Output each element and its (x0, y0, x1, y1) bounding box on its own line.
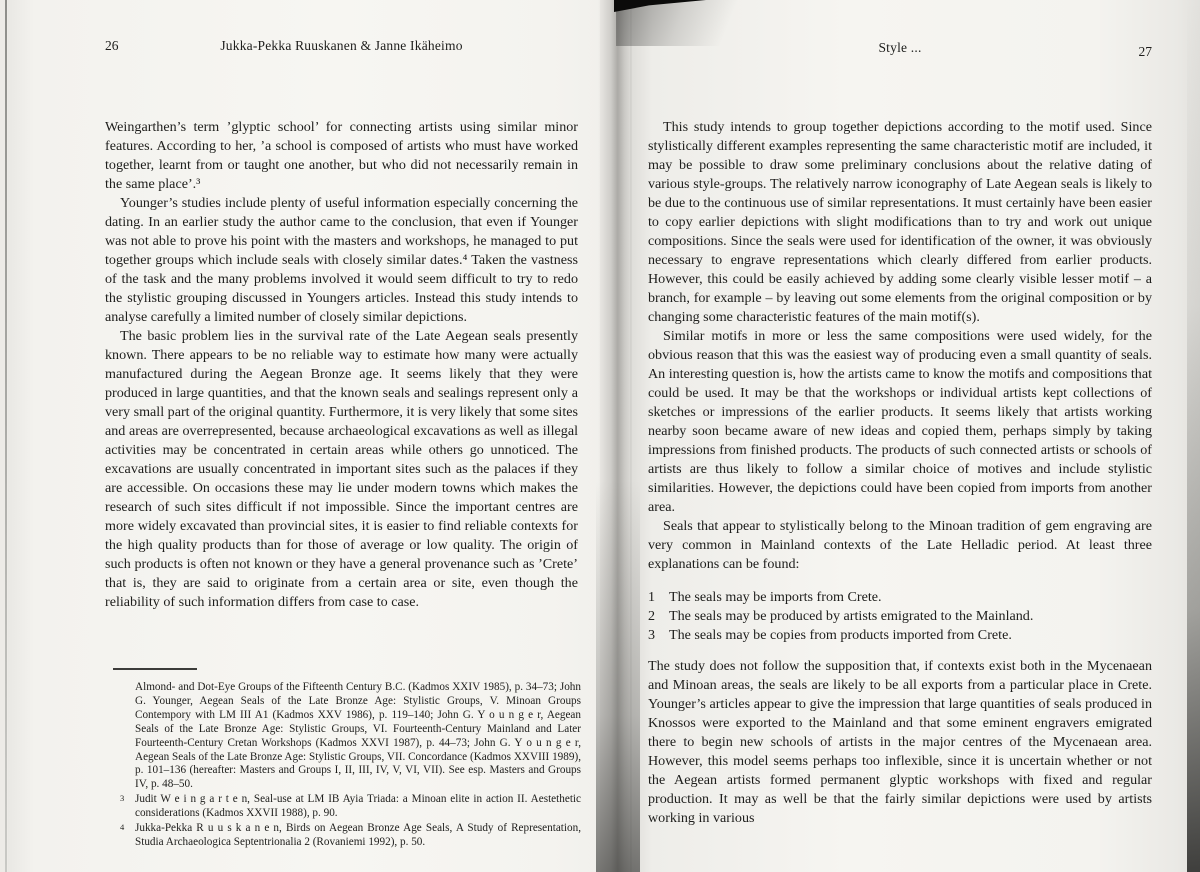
body-paragraph: This study intends to group together depictions according to the motif used. Since stylistically different examples representing the same characteristic motif are included, it may be possible to draw some preliminary conclusions about the relative dating of various style-groups. The relatively narrow iconography of Late Aegean seals is likely to be due to the continuous use of similar representations. It must certainly have been easier to copy earlier depictions with slight modifications than to try and work out unique compositions. Since the seals were used for identification of the owner, it was obviously necessary to engrave representations which clearly differed from earlier products. However, this could be easily achieved by adding some clearly visible lesser motif – a branch, for example – by leaving out some elements from the original composition or by changing some characteristic features of the main motif(s). (648, 119, 1152, 325)
scan-right-edge (1187, 0, 1200, 872)
footnote-marker: 3 (120, 793, 125, 804)
footnote-text: Jukka-Pekka R u u s k a n e n, Birds on Aegean Bronze Age Seals, A Study of Representation, Studia Archaeologica Septentrionalia 2 (Rovaniemi 1992), p. 50. (135, 822, 581, 848)
footnote (113, 822, 581, 850)
list-item-text: The seals may be produced by artists emigrated to the Mainland. (669, 608, 1034, 624)
body-paragraph: Seals that appear to stylistically belong to the Minoan tradition of gem engraving are very common in Mainland contexts of the Late Helladic period. At least three explanations can be found: (648, 518, 1152, 572)
right-page (630, 0, 1200, 872)
body-paragraph: The basic problem lies in the survival rate of the Late Aegean seals presently known. There appears to be no reliable way to estimate how many were actually manufactured during the Aegean Bronze age. It seems likely that they were produced in large quantities, and that the known seals and sealings represent only a very small part of the original quantity. Furthermore, it is very likely that some sites and areas are overrepresented, because archaeological excavations as well as illegal activities may be concentrated in certain areas while others go unnoticed. The excavations are usually concentrated in important sites such as the palaces if they are accessible. On occasions these may lie under modern towns which makes the research of such sites difficult if not impossible. Since the important centres are more widely excavated than provincial sites, it is easier to find reliable contexts for the high quality products than for those of average or low quality. The origin of such products is often not known or they have a general provenance such as ’Crete’ that is, they are said to originate from a certain area or site, even though the reliability of such information differs from case to case. (105, 328, 578, 610)
footnote-continuation: Almond- and Dot-Eye Groups of the Fifteenth Century B.C. (Kadmos XXIV 1985), p. 34–73; John G. Younger, Aegean Seals of the Late Bronze Age: Stylistic Groups, V. Minoan Groups Contempory with LM III A1 (Kadmos XXV 1986), p. 119–140; John G. Y o u n g e r, Aegean Seals of the Late Bronze Age: Stylistic Groups, VI. Fourteenth-Century Mainland and Later Fourteenth-Century Cretan Workshops (Kadmos XXVI 1987), p. 44–73; John G. Y o u n g e r, Aegean Seals of the Late Bronze Age: Stylistic Groups, VII. Concordance (Kadmos XXVIII 1989), p. 101–136 (hereafter: Masters and Groups I, II, III, IV, V, VI, VII). See esp. Masters and Groups IV, p. 48–50. (135, 681, 581, 791)
right-page-body (648, 118, 1152, 828)
page-number-right: 27 (1138, 44, 1152, 59)
running-header-left: Jukka-Pekka Ruuskanen & Janne Ikäheimo (220, 38, 463, 53)
footnote-text: Judit W e i n g a r t e n, Seal-use at LM IB Ayia Triada: a Minoan elite in action II. Aestethetic considerations (Kadmos XXVII 1988), p. 90. (135, 793, 581, 820)
list-item (648, 607, 1152, 626)
list-item (648, 588, 1152, 607)
body-paragraph: Similar motifs in more or less the same compositions were used widely, for the obvious reason that this was the easiest way of producing even a small quantity of seals. An interesting question is, how the artists came to know the motifs and compositions that could be used. It may be that the workshops or individual artists kept collections of sketches or impressions of the earlier products. It seems likely that artists working nearby soon became aware of new ideas and copied them, perhaps simply by taking impressions from finished products. The products of such connected artists or schools of artists are thus likely to follow a similar choice of motives and include stylistic similarities. However, the depictions could have been copied from imports from another area. (648, 328, 1152, 515)
list-item-text: The seals may be copies from products imported from Crete. (669, 627, 1012, 643)
body-paragraph: The study does not follow the supposition that, if contexts exist both in the Mycenaean and Minoan areas, the seals are likely to be all exports from a particular place in Crete. Younger’s articles appear to give the impression that large quantities of seals produced in Knossos were exported to the Mainland and that some eminent engravers emigrated there to begin new schools of artists in the major centres of the Mycenaean area. However, this model seems perhaps too inflexible, since it is uncertain whether or not the Aegean artists formed permanent glyptic workshops with fixed and regular production. It may as well be that the fairly similar depictions were used by artists working in various (648, 658, 1152, 826)
list-item-text: The seals may be imports from Crete. (669, 589, 882, 605)
footnote-marker: 4 (120, 822, 125, 833)
list-item-number: 3 (648, 627, 656, 643)
page-number-left: 26 (105, 38, 119, 53)
footnotes-block (113, 681, 581, 850)
list-item-number: 2 (648, 608, 656, 624)
body-paragraph: Weingarthen’s term ’glyptic school’ for connecting artists using similar minor features. According to her, ’a school is composed of artists who must have worked together, learnt from or taught one another, but who did not necessarily remain in the same place’.³ (105, 119, 578, 192)
footnote-rule (113, 668, 197, 670)
left-page-body (105, 118, 578, 612)
body-paragraph: Younger’s studies include plenty of useful information especially concerning the dating. In an earlier study the author came to the conclusion, that even if Younger was not able to prove his point with the masters and workshops, he managed to put together groups which include seals with closely similar dates.⁴ Taken the vastness of the task and the many problems involved it would seem difficult to try to redo the stylistic grouping discussed in Youngers articles. Instead this study intends to analyse carefully a limited number of closely similar depictions. (105, 195, 578, 325)
running-header-right: Style ... (878, 40, 922, 55)
list-item-number: 1 (648, 589, 656, 605)
scan-left-edge-line (5, 0, 7, 872)
list-item (648, 626, 1152, 645)
left-page (8, 0, 600, 872)
page-gutter-shadow-bottom (596, 480, 640, 872)
explanations-list (648, 588, 1152, 645)
scan-corner-shade (616, 0, 786, 46)
footnote (113, 793, 581, 821)
left-page-header (105, 38, 578, 54)
